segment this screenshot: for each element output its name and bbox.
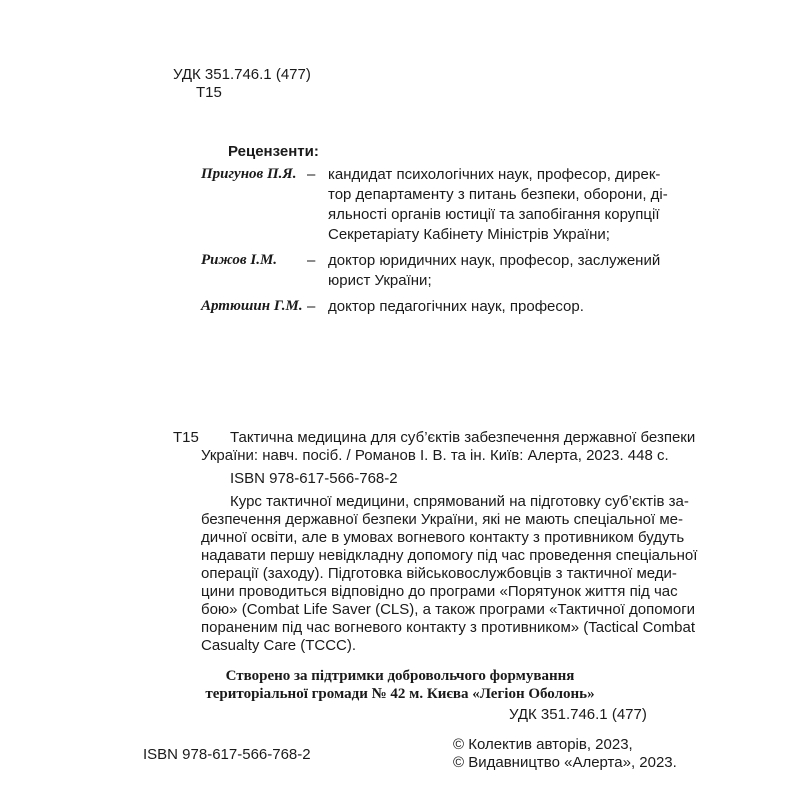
author-sign-code: Т15 xyxy=(196,84,222,101)
reviewer-dash: – xyxy=(307,298,316,315)
reviewer-description-line: Секретаріату Кабінету Міністрів України; xyxy=(328,226,610,243)
reviewers-heading: Рецензенти: xyxy=(228,143,319,160)
support-note-line: Створено за підтримки добровольчого формування xyxy=(225,668,575,684)
catalog-code: Т15 xyxy=(173,429,199,446)
reviewer-dash: – xyxy=(307,252,316,269)
abstract-line: бою» (Combat Life Saver (CLS), а також програми «Тактичної допомоги xyxy=(201,601,696,618)
catalog-title-line: України: навч. посіб. / Романов І. В. та ін. Київ: Алерта, 2023. 448 с. xyxy=(201,447,669,464)
udk-code: УДК 351.746.1 (477) xyxy=(173,66,311,83)
reviewer-description-line: доктор юридичних наук, професор, заслужений xyxy=(328,252,661,269)
abstract-line: цини проводиться відповідно до програми «Порятунок життя під час xyxy=(201,583,678,600)
support-note-line: територіальної громади № 42 м. Києва «Легіон Оболонь» xyxy=(205,686,595,702)
abstract-line: Casualty Care (TCCC). xyxy=(201,637,357,654)
reviewer-description-line: кандидат психологічних наук, професор, дирек- xyxy=(328,166,661,183)
catalog-isbn: ISBN 978-617-566-768-2 xyxy=(230,470,398,487)
isbn-bottom: ISBN 978-617-566-768-2 xyxy=(143,746,311,763)
catalog-title-line: Тактична медицина для суб’єктів забезпечення державної безпеки xyxy=(230,429,696,446)
udk-code-bottom: УДК 351.746.1 (477) xyxy=(509,706,647,723)
abstract-line: надавати першу невідкладну допомогу під час проведення спеціальної xyxy=(201,547,698,564)
reviewer-name: Пригунов П.Я. xyxy=(201,166,297,182)
reviewer-description-line: юрист України; xyxy=(328,272,432,289)
reviewer-description-line: доктор педагогічних наук, професор. xyxy=(328,298,584,315)
copyright-line: © Колектив авторів, 2023, xyxy=(453,736,633,753)
reviewer-description-line: тор департаменту з питань безпеки, оборони, ді- xyxy=(328,186,668,203)
abstract-line: операції (заходу). Підготовка військовослужбовців з тактичної меди- xyxy=(201,565,677,582)
abstract-line: пораненим під час вогневого контакту з противником» (Tactical Combat xyxy=(201,619,695,636)
reviewer-name: Артюшин Г.М. xyxy=(201,298,303,314)
reviewer-dash: – xyxy=(307,166,316,183)
abstract-line: безпечення державної безпеки України, які не мають спеціальної ме- xyxy=(201,511,684,528)
reviewer-description-line: яльності органів юстиції та запобігання корупції xyxy=(328,206,660,223)
abstract-line: дичної освіти, але в умовах вогневого контакту з противником будуть xyxy=(201,529,685,546)
reviewer-name: Рижов І.М. xyxy=(201,252,278,268)
copyright-line: © Видавництво «Алерта», 2023. xyxy=(453,754,677,771)
abstract-line: Курс тактичної медицини, спрямований на підготовку суб’єктів за- xyxy=(230,493,689,510)
